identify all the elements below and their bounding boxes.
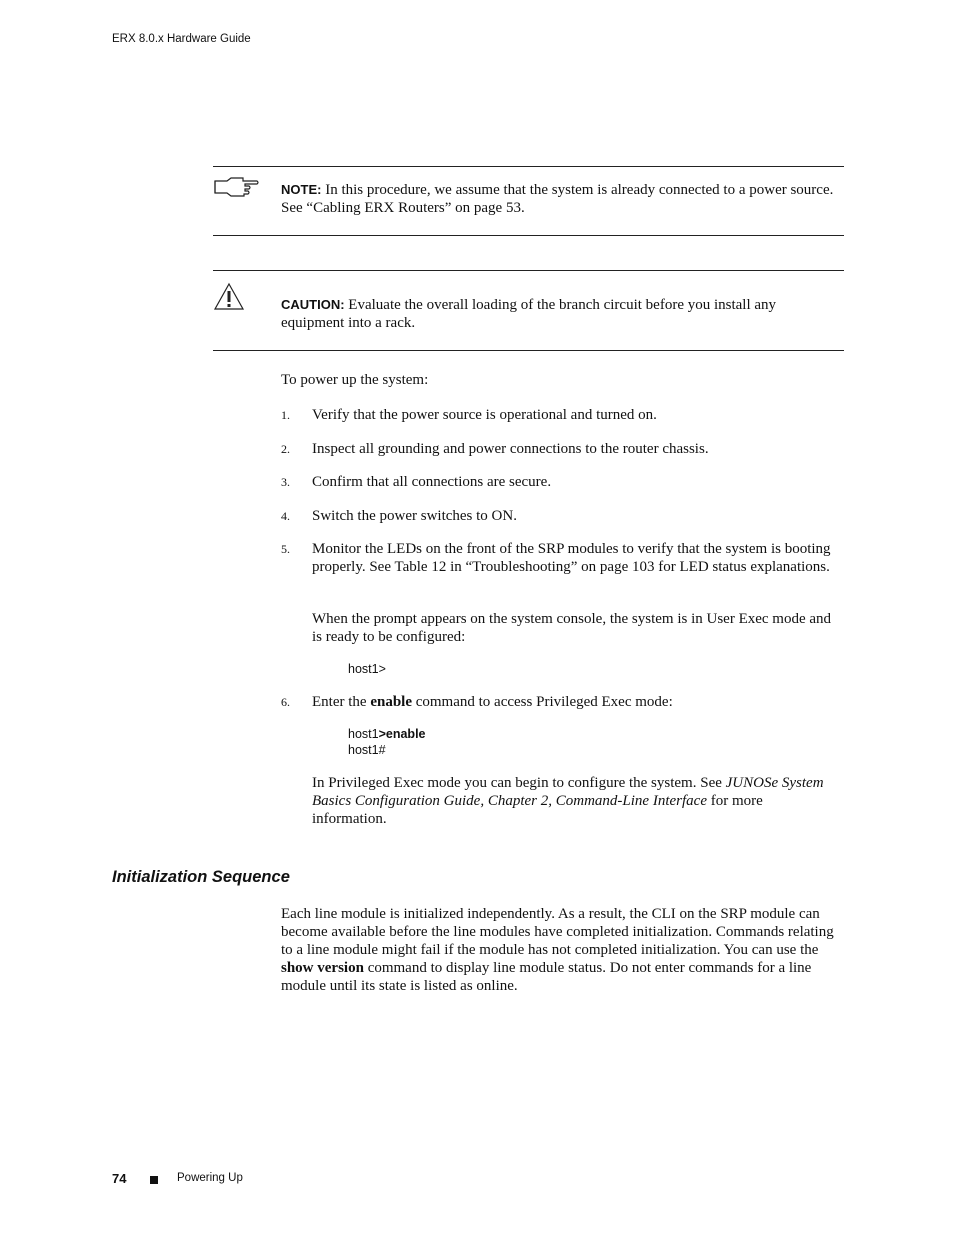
running-header: ERX 8.0.x Hardware Guide bbox=[112, 33, 251, 45]
enable-command: enable bbox=[370, 694, 412, 710]
step-number: 4. bbox=[281, 509, 290, 523]
step-number: 6. bbox=[281, 695, 290, 709]
step-text-part: command to access Privileged Exec mode: bbox=[411, 694, 673, 710]
paragraph-text: Each line module is initialized independently. As a result, the CLI on the SRP module can become available before the line modules have completed initialization. Commands relating to a line module might fail if the module has not completed initialization. You can use the bbox=[281, 906, 834, 958]
caution-bottom-rule bbox=[213, 350, 844, 351]
code-enable bbox=[348, 726, 426, 758]
code-privileged-prompt: host1# bbox=[348, 743, 386, 757]
code-prompt: host1 bbox=[348, 727, 379, 741]
caution-body: Evaluate the overall loading of the branch circuit before you install any equipment into a rack. bbox=[281, 297, 777, 331]
code-command: >enable bbox=[378, 727, 426, 741]
code-user-prompt: host1> bbox=[348, 662, 386, 676]
step6-followup bbox=[312, 774, 837, 828]
guide-reference: JUNOSe System Basics Configuration Guide, Chapter 2, Command-Line Interface bbox=[312, 775, 824, 809]
step-number: 5. bbox=[281, 542, 290, 556]
caution-text bbox=[281, 296, 841, 332]
note-bottom-rule bbox=[213, 235, 844, 236]
note-body: In this procedure, we assume that the system is already connected to a power source. See “Cabling ERX Routers” on page 53. bbox=[281, 182, 834, 216]
page-number: 74 bbox=[112, 1171, 127, 1186]
followup-text: In Privileged Exec mode you can begin to configure the system. See bbox=[312, 775, 726, 791]
warning-triangle-icon bbox=[213, 282, 245, 316]
step-text-part: Enter the bbox=[312, 694, 371, 710]
note-text bbox=[281, 181, 841, 217]
paragraph-text: command to display line module status. Do not enter commands for a line module until its state is listed as online. bbox=[281, 960, 812, 994]
caution-label: CAUTION: bbox=[281, 297, 345, 312]
show-version-command: show version bbox=[281, 960, 364, 976]
step-text: Switch the power switches to ON. bbox=[312, 508, 517, 524]
step-text: Monitor the LEDs on the front of the SRP modules to verify that the system is booting properly. See Table 12 in “Troubleshooting” on page 103 for LED status explanations. bbox=[312, 541, 831, 575]
note-top-rule bbox=[213, 166, 844, 167]
step-number: 1. bbox=[281, 408, 290, 422]
footer-section-title: Powering Up bbox=[177, 1172, 243, 1184]
procedure-intro: To power up the system: bbox=[281, 372, 429, 388]
note-label: NOTE: bbox=[281, 182, 322, 197]
step-number: 2. bbox=[281, 442, 290, 456]
step-text bbox=[312, 693, 837, 711]
step-text: Confirm that all connections are secure. bbox=[312, 474, 552, 490]
step-number: 3. bbox=[281, 475, 290, 489]
section-heading: Initialization Sequence bbox=[112, 868, 290, 886]
step-text: Inspect all grounding and power connections to the router chassis. bbox=[312, 441, 709, 457]
pointing-hand-icon bbox=[213, 175, 259, 204]
section-paragraph bbox=[281, 905, 846, 995]
caution-top-rule bbox=[213, 270, 844, 271]
step-text: Verify that the power source is operational and turned on. bbox=[312, 407, 657, 423]
step5-followup: When the prompt appears on the system console, the system is in User Exec mode and is ready to be configured: bbox=[312, 611, 832, 645]
footer-bullet bbox=[150, 1176, 158, 1184]
followup-text: for more information. bbox=[312, 793, 763, 827]
